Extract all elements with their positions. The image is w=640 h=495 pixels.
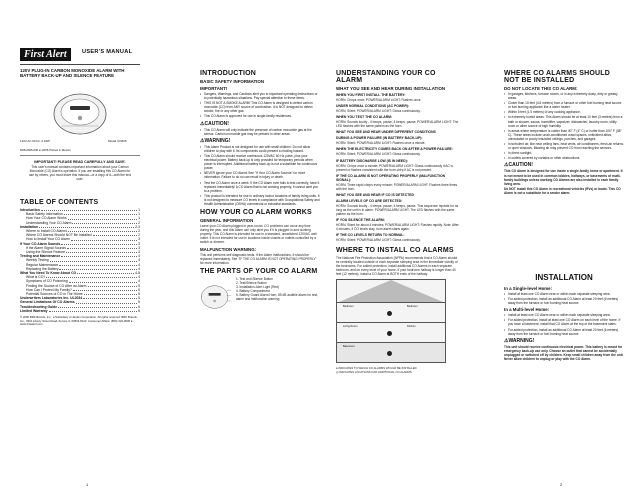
toc-entry-label: Introduction [20, 208, 40, 212]
toc-entry-label: General Limitations Of CO Alarms [20, 300, 75, 305]
toc-entry-label: Using the Silence Feature [26, 250, 66, 255]
toc-leader [46, 275, 137, 278]
parts-list [236, 277, 320, 317]
warning-heading [200, 138, 320, 144]
bullet-item: • This product is intended for use in ordinary indoor locations of family living units. It is not designed to measure CO levels in compliance with Occupational Safety and Health Administration (OSHA) commercial or industrial standards. [200, 194, 320, 206]
caution-text-2: Do NOT install this CO Alarm in recreational vehicles (RVs) or boats. This CO Alarm is not a substitute for a smoke alarm. [504, 186, 621, 195]
toc-leader [50, 258, 137, 261]
general-info-heading: GENERAL INFORMATION [200, 218, 254, 224]
toc-entry-page: 3 [138, 245, 140, 250]
warning-label: WARNING! [508, 337, 535, 344]
toc-leader [64, 212, 137, 215]
caution-label: CAUTION! [508, 162, 533, 169]
toc-entry-page: 4 [138, 266, 140, 271]
toc-leader [68, 216, 137, 219]
room-label: Living Room [343, 324, 358, 328]
toc-list [20, 208, 140, 313]
bullet-item: • For added protection, install an additional CO Alarm at least 20 feet (6 meters) away from the furnace or fuel burning heat source. [504, 297, 624, 305]
toc-leader [67, 246, 137, 249]
installation-title: INSTALLATION [535, 272, 593, 282]
toc-entry-page: 2 [138, 233, 140, 238]
toc-leader [41, 208, 137, 211]
toc-leader [58, 305, 137, 308]
malfunction-heading: MALFUNCTION WARNING: [200, 246, 257, 252]
toc-leader [69, 279, 137, 282]
toc-entry-label: How Your CO Alarm Works [26, 216, 67, 221]
status-description: HORN: Silent; POWER/ALARM LIGHT: Glows continuously. [336, 152, 421, 157]
single-level-heading: In a Single-level Home: [504, 285, 553, 291]
product-title: 120V PLUG-IN CARBON MONOXIDE ALARM WITH BATTERY BACK-UP AND SILENCE FEATURE [20, 68, 125, 79]
status-heading: ALARM LEVELS OF CO ARE DETECTED: [336, 198, 403, 203]
multi-level-heading: In a Multi-level Home: [504, 307, 550, 313]
room-label: Basement [343, 344, 355, 348]
malfunction-text: This unit performs self diagnostic tests. If the Alarm malfunctions, it should be replaced immediately. See "IF THE CO ALARM IS NOT OPERATING PROPERLY" for more information. [200, 252, 317, 265]
room-label: Bedroom [407, 304, 418, 308]
print-code: M08-0005-000 ● 10/06 Printed in Mexico [20, 148, 71, 152]
toc-entry-page: 4 [138, 254, 140, 259]
warning-heading [504, 338, 624, 344]
toc-entry-page: 2 [138, 220, 140, 225]
bullet-item: • This CO Alarm is approved for use in single-family residences. [200, 114, 320, 118]
toc-leader [77, 271, 134, 274]
general-info-text: Leave your CO Alarm plugged in year-round. CO problems can occur any time during the year, and this Alarm can only alert you if it is plugged in and working properly. This CO Alarm is intended for use in a standard, unswitched 120VAC wall outlet. It is not intended for use in locations inside closets or outlets controlled by a switch or dimmer. [200, 224, 317, 245]
toc-title: TABLE OF CONTENTS [20, 199, 99, 206]
bullet-item: • Within 5 feet (1.5 meters) of any cooking appliance. [504, 110, 624, 114]
single-level-list [504, 292, 624, 305]
page-number: 1 [86, 482, 89, 487]
toc-leader [61, 254, 137, 257]
status-description: HORN: Sounds loudly - 4 beeps, pause, 4 beeps, pause; POWER/ALARM LIGHT: The LED flashes with the same pattern as the horn. [336, 120, 459, 129]
status-description: HORN: Silent for about 4 minutes; POWER/ALARM LIGHT: Flashes rapidly. Note: After 4 minutes, if CO levels stay, horn alarm starts again. [336, 223, 459, 232]
toc-entry-page: 3 [138, 250, 140, 255]
toc-entry-label: What is CO? [26, 275, 46, 280]
status-heading: UNDER NORMAL CONDITIONS (AC POWER): [336, 104, 410, 109]
toc-leader [66, 250, 137, 253]
copyright-footer: © 2006 BRK Brands, Inc., a Subsidiary of Jarden Corporation. All rights reserved. BRK Brands, Inc., 3901 Liberty Street Road, Aurora, IL 60504-8122. Consumer Affairs: (800) 323-9005 ● www.firstalert.com [20, 315, 138, 327]
warning-text: This unit should receive continuous electrical power. This battery is meant for emergency back-up use only. Choose an outlet that cannot be accidentally unplugged or switched off by children. Keep small children away from the unit. Never allow children to unplug or play with the CO Alarm. [504, 344, 624, 361]
status-description: HORN: Three rapid chirps every minute; POWER/ALARM LIGHT: Flashes three times with the horn. [336, 182, 458, 191]
toc-leader [76, 300, 137, 303]
spacer [504, 195, 624, 269]
bullet-item: • Dangers, Warnings, and Cautions alert you to important operating instructions or to potentially hazardous situations. Pay special attention to these items. [200, 92, 320, 100]
room-label: Kitchen [407, 324, 416, 328]
toc-entry-page: 4 [138, 275, 140, 280]
brand-logo: First Alert [20, 48, 71, 61]
status-description: HORN: Silent; POWER/ALARM LIGHT: Glows continuously. [336, 238, 421, 243]
toc-entry-page: 6 [138, 304, 140, 309]
warning-bullets [200, 145, 320, 206]
alarm-parts-diagram [200, 277, 232, 317]
toc-entry-label: Symptoms of CO Poisoning [26, 279, 68, 284]
bullet-item: • This CO Alarm will only indicate the presence of carbon monoxide gas at the sensor. Carbon monoxide gas may be present in other areas. [200, 128, 320, 136]
toc-entry-page: 5 [138, 300, 140, 305]
status-description: HORN: Chirps once a minute; POWER/ALARM LIGHT: Glows continuously if AC is present or flashes consistent with the horn chirp if AC is not present. [336, 163, 453, 172]
legend-primary-text: INDICATES TO WHICH CO ALARMS WOULD BE INSTALLED [338, 365, 417, 370]
toc-entry-label: Basic Safety Information [26, 212, 63, 217]
toc-entry-page: 5 [138, 287, 140, 292]
part-label: 1. Test and Silence Button [235, 276, 273, 281]
toc-leader [88, 284, 138, 287]
toc-leader [59, 263, 137, 266]
status-heading: DURING A POWER FAILURE (IN BATTERY BACK-UP): [336, 136, 423, 141]
toc-leader [61, 242, 137, 245]
toc-entry-label: What You Need To Know About CO [20, 271, 77, 276]
toc-entry-label: Troubleshooting Guide [20, 304, 58, 309]
voltage-rating: 120V AC 60 Hz, 0.24W [20, 139, 50, 143]
house-main-floor [337, 322, 445, 342]
bullet-item: • For added protection, install an additional CO Alarm at least 20 feet (6 meters) away from the furnace or fuel burning heat source. [504, 328, 624, 336]
toc-entry-page: 4 [138, 262, 140, 267]
alarm-dot-icon: ● [336, 365, 338, 370]
co-alarm-marker [387, 331, 392, 336]
toc-entry [20, 309, 140, 313]
toc-entry-label: If the Alarm Signal Sounds [26, 245, 66, 250]
where-install-title: WHERE TO INSTALL CO ALARMS [336, 246, 454, 254]
how-works-title: HOW YOUR CO ALARM WORKS [200, 209, 312, 217]
status-description: HORN: Silent; POWER/ALARM LIGHT: Flashes once a minute. [336, 141, 426, 146]
toc-entry-label: Replacing the Battery [26, 266, 59, 271]
toc-entry-label: Weekly Testing [26, 258, 49, 263]
bullet-item: • Test the CO Alarm once a week. If the CO Alarm ever fails to test correctly, have it replaced immediately! A CO Alarm that is not working properly, it cannot alert you to a problem. [200, 181, 320, 193]
bullet-item: • This Alarm Product is not designed for use with small children. Do not allow children to play with it. Its components could present a choking hazard. [200, 145, 320, 153]
toc-leader [49, 309, 138, 312]
bullet-item: • NEVER ignore your CO Alarm! See "If Your CO Alarm Sounds" for more information. Failure to do so can result in injury or death. [200, 171, 320, 179]
toc-entry-page: 2 [138, 229, 140, 234]
bullet-item: • Install at least one CO Alarm near or within each separate sleeping area. [504, 313, 624, 317]
install-see-hear-heading: WHAT YOU SEE AND HEAR DURING INSTALLATION [336, 86, 446, 91]
toc-leader [93, 233, 138, 236]
toc-entry-label: Finding the Source of CO After an Alarm [26, 283, 87, 288]
part-label: 3. Installation-Alert Light (Red) [235, 285, 279, 289]
manual-page-right [320, 0, 640, 495]
warning-triangle-icon: ⚠ [200, 120, 205, 127]
placement-column [504, 0, 624, 495]
toc-leader [83, 296, 137, 299]
bullet-item: • For added protection, install at least one CO Alarm on each level of the home. If you have a basement, install that CO Alarm at the top of the basement stairs. [504, 318, 624, 326]
alarm-ring-icon: ◎ [336, 370, 339, 375]
toc-entry-page: 3 [138, 241, 140, 246]
toc-entry-page: 4 [138, 258, 140, 263]
toc-entry-label: Understanding Your CO Alarm [26, 220, 72, 225]
toc-entry-page: 2-3 [135, 224, 140, 229]
legend-additional-text: INDICATES LOCATIONS FOR ADDITIONAL CO ALARMS [339, 370, 412, 375]
safety-bullets [200, 92, 320, 119]
status-heading: IF BATTERY DISCHARGE LOW (IS IN NEED): [336, 158, 408, 163]
status-heading: WHEN THE ELECTRICITY COMES BACK ON AFTER A POWER FAILURE: [336, 147, 453, 152]
bullet-item: • In direct sunlight. [504, 151, 624, 155]
status-heading: IF YOU SILENCE THE ALARM: [336, 218, 385, 223]
toc-entry-page: 5 [138, 292, 140, 297]
toc-entry-page: 1 [138, 212, 140, 217]
toc-entry-label: Potential Sources of CO in The Home [26, 292, 83, 297]
bullet-item: • In garages, kitchens, furnace rooms, or in any extremely dusty, dirty or greasy areas. [504, 92, 624, 100]
toc-entry-label: If Your CO Alarm Sounds [20, 241, 61, 246]
cover-rule [20, 64, 140, 65]
toc-leader [39, 225, 134, 228]
status-description: HORN: Chirps once; POWER/ALARM LIGHT: Flashes once. [336, 98, 422, 102]
bullet-item: • Install at least one CO Alarm near or within each separate sleeping area. [504, 292, 624, 296]
status-heading: IF THE CO LEVELS RETURN TO NORMAL: [336, 233, 405, 238]
multi-level-list [504, 313, 624, 335]
toc-leader [84, 292, 137, 295]
intro-title: INTRODUCTION [200, 70, 257, 77]
status-heading: WHEN YOU TEST THE CO ALARM: [336, 115, 393, 120]
basic-safety-heading: BASIC SAFETY INFORMATION [200, 79, 264, 84]
house-placement-diagram [336, 279, 446, 363]
parts-section [200, 277, 320, 317]
legend-additional [336, 370, 460, 374]
toc-entry-page: 5 [138, 283, 140, 288]
toc-entry-label: How to Install Your CO Alarm [26, 237, 70, 242]
important-notice [28, 160, 132, 181]
status-description: HORN: Sounds loudly - 4 beeps, pause, 4 beeps, pause. This sequence repeats for as long as the unit is in alarm. POWER/ALARM LIGHT: The LED flashes with the same pattern as the horn. [336, 203, 459, 217]
toc-entry-label: Testing and Maintenance [20, 254, 61, 259]
bullet-item: • In areas where temperature is colder than 40° F (4° C) or hotter than 100° F (38° C). These areas include unair-conditioned crawl spaces, unfinished attics, uninsulated or poorly insulated ceilings, porches, and garages. [504, 129, 624, 141]
toc-leader [59, 267, 137, 270]
part-label: 4. Battery Compartment [235, 289, 270, 294]
parts-title: THE PARTS OF YOUR CO ALARM [200, 267, 318, 275]
divider [20, 155, 140, 156]
co-alarm-marker [387, 351, 392, 356]
warning-triangle-icon: ⚠ [504, 162, 509, 169]
important-heading: IMPORTANT! [200, 86, 228, 91]
co-alarm-marker [387, 311, 392, 316]
manual-label: USER'S MANUAL [82, 49, 133, 55]
bullet-item: • In extremely humid areas. This Alarm should be at least 10 feet (3 meters) from a bath or shower, sauna, humidifier, vaporizer, dishwasher, laundry room, utility room or other source of high humidity. [504, 115, 624, 127]
house-upper-floor [337, 302, 445, 322]
bullet-item: • THIS IS NOT A SMOKE ALARM! This CO Alarm is designed to detect carbon monoxide (CO) from ANY source of combustion. It is NOT designed to detect smoke, fire or any other gas. [200, 101, 320, 113]
toc-entry-label: Limited Warranty [20, 308, 48, 313]
understanding-column [336, 0, 460, 495]
toc-entry-label: Where to Install CO Alarms [26, 229, 67, 234]
model-caption: Model CO605 [108, 139, 127, 143]
co-alarm-illustration [52, 90, 108, 136]
toc-leader [68, 229, 137, 232]
status-heading: WHAT YOU SEE AND HEAR IF CO IS DETECTED [336, 192, 414, 197]
status-heading: IF THE CO ALARM IS NOT OPERATING PROPERLY (MALFUNCTION SIGNAL): [336, 173, 446, 182]
caution-text: This CO Alarm is designed for use inside a single-family home or apartment. It is not meant to be used in common lobbies, hallways, or basements of multi-family buildings unless working CO Alarms are also installed in each family living area. [504, 169, 623, 186]
toc-entry-page: 1 [138, 208, 140, 212]
house-basement [337, 342, 445, 362]
toc-entry-page: 5 [138, 296, 140, 301]
part-label: 5. Battery Guard Alarm-Horn; 85 dB audible alarm for test, alarm and malfunction warning [235, 293, 318, 302]
bullet-item: • In outlets covered by curtains or other obstructions. [504, 156, 624, 160]
toc-entry-page: 6 [138, 308, 140, 313]
part-label: 2. Test/Silence Button [235, 280, 267, 285]
toc-entry-page: 3 [138, 237, 140, 242]
bullet-item: • In turbulent air, like near ceiling fans, heat vents, air conditioners, fresh-air returns, or open windows. Blowing air may prevent CO from reaching the sensors. [504, 142, 624, 150]
important-body: This user's manual contains important information about your Carbon Monoxide (CO) Alarm's operation. If you are installing this CO Alarm for use by others, you must leave this manual—or a copy of it—with the end user. [28, 165, 132, 182]
toc-entry-label: Installation [20, 224, 38, 229]
toc-entry-label: Regular Maintenance [26, 262, 59, 267]
not-install-title: WHERE CO ALARMS SHOULD NOT BE INSTALLED [504, 70, 611, 84]
status-description: HORN: Silent; POWER/ALARM LIGHT: Glows continuously. [336, 109, 421, 114]
warning-label: WARNING! [204, 137, 231, 144]
caution-heading [200, 121, 320, 127]
caution-bullets [200, 128, 320, 136]
important-title: IMPORTANT! PLEASE READ CAREFULLY AND SAVE. [34, 160, 126, 164]
caution-label: CAUTION! [204, 120, 229, 127]
understanding-title: UNDERSTANDING YOUR CO ALARM [336, 70, 436, 84]
toc-entry-page: 4 [138, 279, 140, 284]
house-roof [339, 280, 443, 302]
toc-entry-label: How Can I Protect My Family? [26, 287, 72, 292]
warning-triangle-icon: ⚠ [200, 137, 205, 144]
toc-entry-label: Underwriters Laboratories Inc. UL2034 [20, 296, 83, 301]
cover-column [20, 0, 140, 495]
toc-leader [73, 288, 137, 291]
status-heading: WHEN YOU FIRST INSTALL THE BATTERY: [336, 93, 406, 97]
toc-leader [72, 221, 137, 224]
introduction-column [200, 0, 320, 495]
page-number: 2 [560, 482, 563, 487]
where-install-text: The National Fire Protection Association (NFPA) recommends that a CO Alarm should be centrally located outside of each separate sleeping area in the immediate vicinity of the bedrooms. For added protection, install additional CO Alarms in each separate bedroom, and on every level of your home. If your bedroom hallway is longer than 40 feet (12 meters), install a CO Alarm at BOTH ends of the hallway. [336, 255, 458, 276]
bullet-item: • This CO Alarm should receive continuous 120VAC 60 Hz pulse, plus your electrical power. Battery back-up is only provided for temporary periods when power is interrupted. Additional battery back-up is not a substitute for continuous power. [200, 154, 320, 170]
room-label: Bedroom [343, 304, 354, 308]
toc-entry-page: 4-5 [135, 271, 140, 276]
toc-entry-page: 1 [138, 216, 140, 221]
bullet-item: • Closer than 15 feet (4.6 meters) from a furnace or other fuel burning heat source or fuel burning appliance like a water heater. [504, 101, 624, 109]
toc-entry-label: Where CO Alarms Should NOT Be Installed [26, 233, 92, 238]
do-not-locate-list [504, 92, 624, 160]
warning-triangle-icon: ⚠ [504, 337, 509, 344]
status-heading: WHAT YOU SEE AND HEAR UNDER DIFFERENT CONDITIONS [336, 130, 436, 135]
caution-heading [504, 162, 624, 168]
table-of-contents [20, 196, 140, 313]
do-not-locate-heading: DO NOT LOCATE THIS CO ALARM: [504, 86, 578, 91]
alarm-status-list [336, 93, 460, 243]
toc-leader [71, 237, 137, 240]
